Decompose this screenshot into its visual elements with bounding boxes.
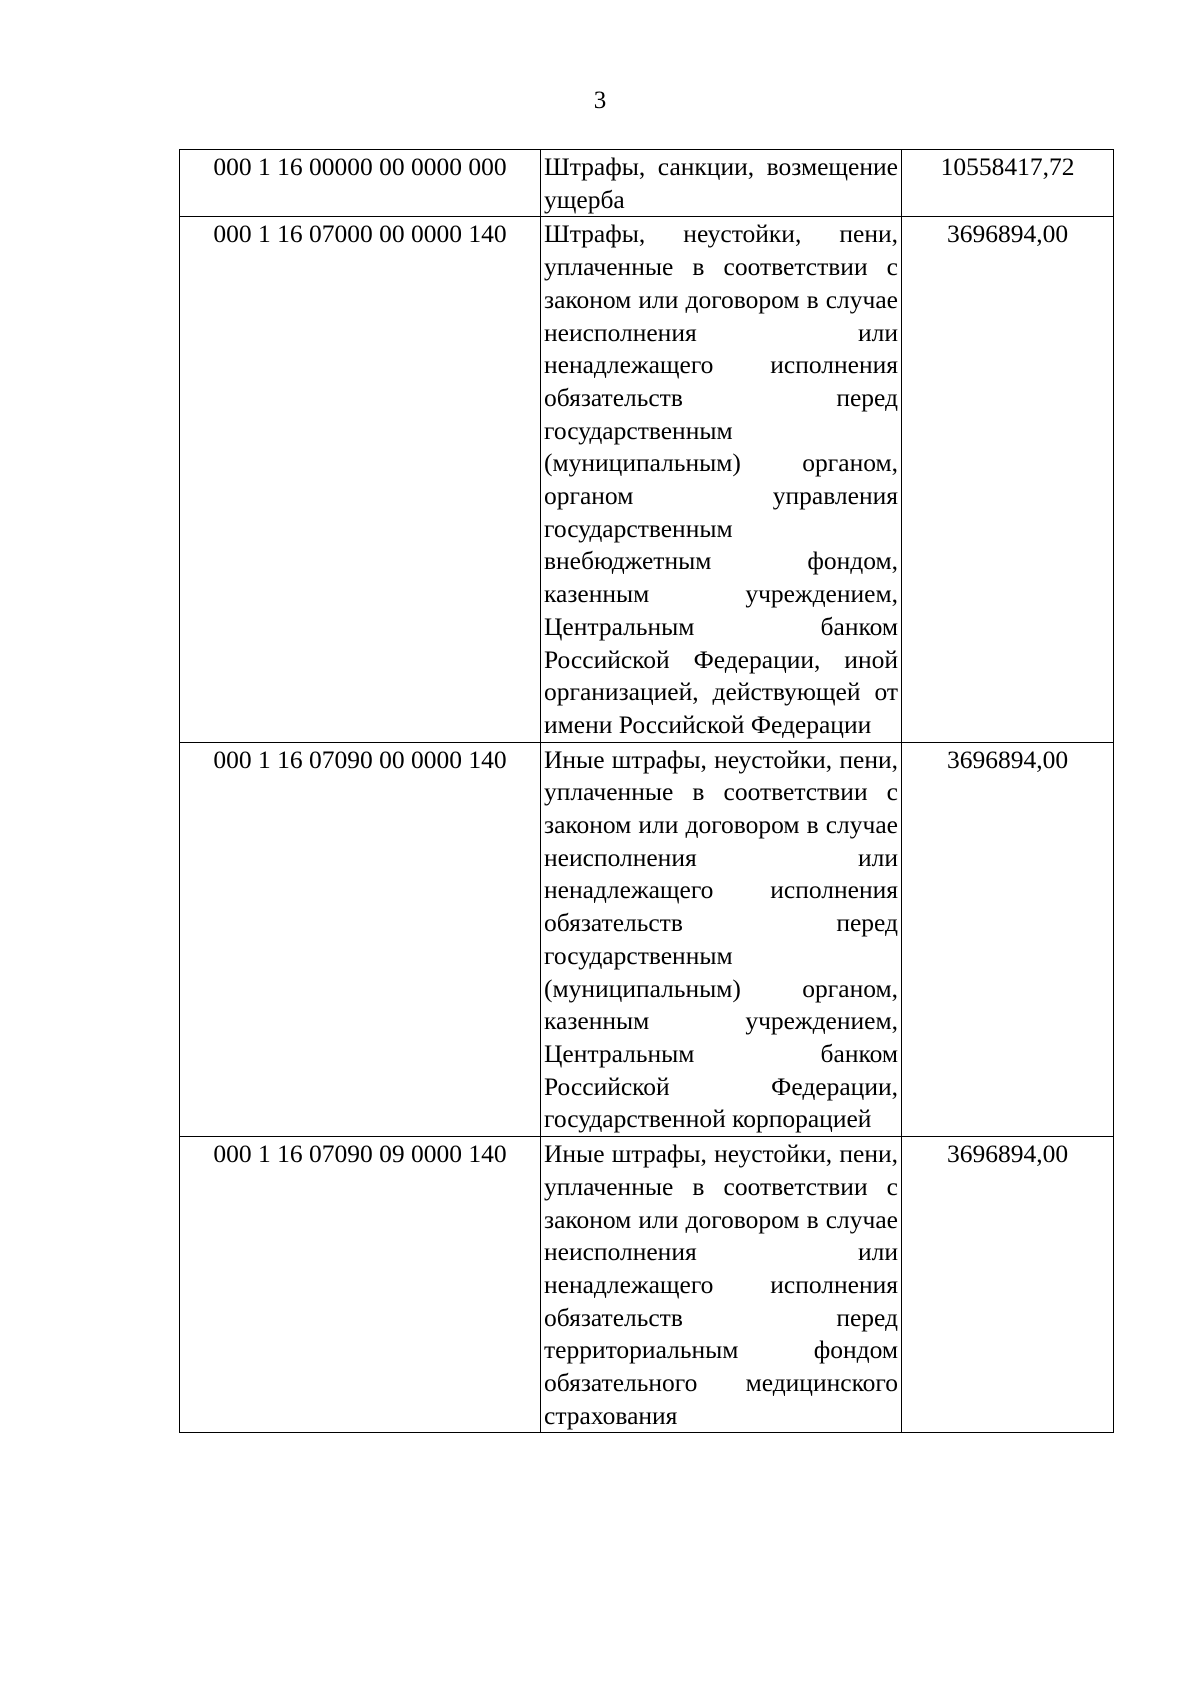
table-row bbox=[180, 217, 1114, 742]
revenue-name-cell: Штрафы, санкции, возмещение ущерба bbox=[541, 150, 902, 217]
revenue-table bbox=[179, 149, 1114, 1433]
amount-cell: 10558417,72 bbox=[902, 150, 1114, 217]
revenue-name-cell: Штрафы, неустойки, пени, уплаченные в соответствии с законом или договором в случае неисполнения или ненадлежащего исполнения обязательств перед государственным (муниципальным) органом, органом управления государственным внебюджетным фондом, казенным учреждением, Центральным банком Российской Федерации, иной организацией, действующей от имени Российской Федерации bbox=[541, 217, 902, 742]
budget-code-cell: 000 1 16 00000 00 0000 000 bbox=[180, 150, 541, 217]
page-number: 3 bbox=[593, 87, 607, 114]
amount-cell: 3696894,00 bbox=[902, 217, 1114, 742]
table-row bbox=[180, 150, 1114, 217]
table-row bbox=[180, 1137, 1114, 1433]
budget-code-cell: 000 1 16 07090 00 0000 140 bbox=[180, 742, 541, 1136]
amount-cell: 3696894,00 bbox=[902, 1137, 1114, 1433]
amount-cell: 3696894,00 bbox=[902, 742, 1114, 1136]
budget-code-cell: 000 1 16 07000 00 0000 140 bbox=[180, 217, 541, 742]
revenue-name-cell: Иные штрафы, неустойки, пени, уплаченные в соответствии с законом или договором в случае неисполнения или ненадлежащего исполнения обязательств перед территориальным фондом обязательного медицинского страхования bbox=[541, 1137, 902, 1433]
budget-code-cell: 000 1 16 07090 09 0000 140 bbox=[180, 1137, 541, 1433]
revenue-name-cell: Иные штрафы, неустойки, пени, уплаченные в соответствии с законом или договором в случае неисполнения или ненадлежащего исполнения обязательств перед государственным (муниципальным) органом, казенным учреждением, Центральным банком Российской Федерации, государственной корпорацией bbox=[541, 742, 902, 1136]
table-row bbox=[180, 742, 1114, 1136]
